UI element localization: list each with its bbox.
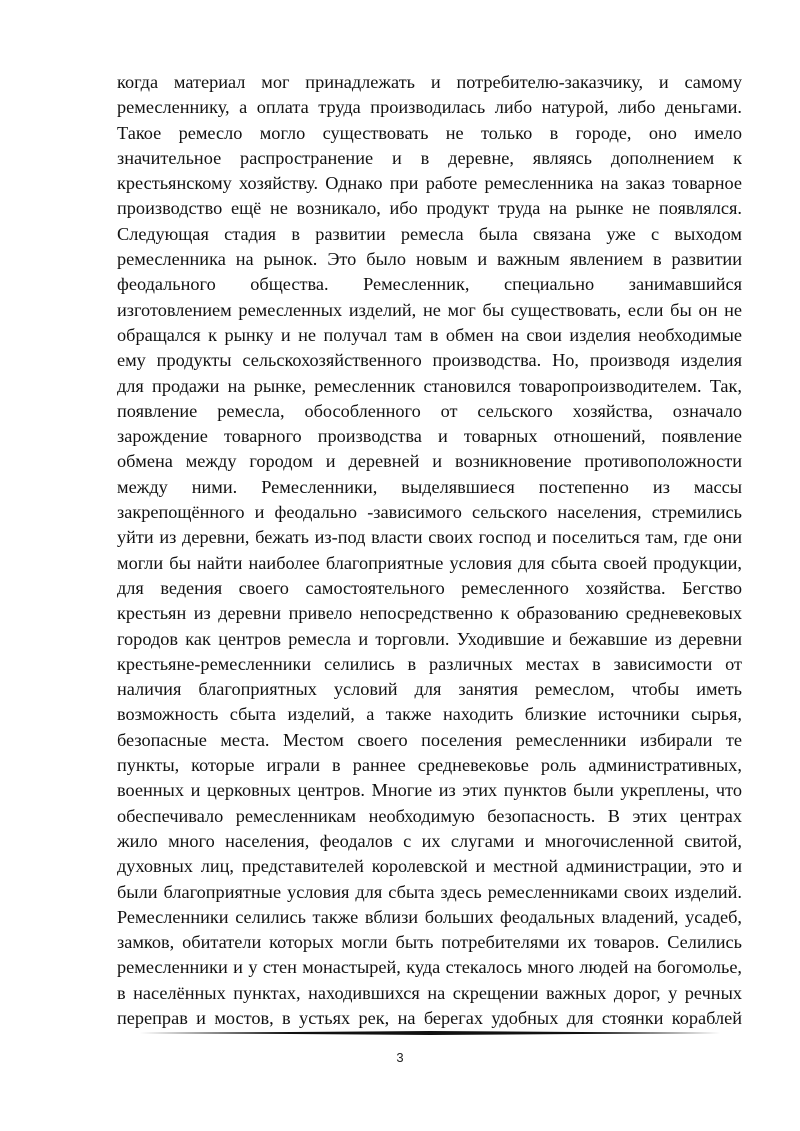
text-line: духовных лиц, представителей королевской и местной администрации, это и	[117, 856, 742, 877]
text-line: замков, обитатели которых могли быть потребителями их товаров. Селились	[117, 932, 742, 953]
text-line: безопасные места. Местом своего поселения ремесленники избирали те	[117, 729, 742, 750]
text-line: закрепощённого и феодально -зависимого сельского населения, стремились	[117, 502, 742, 523]
text-line: феодального общества. Ремесленник, специально занимавшийся	[117, 274, 742, 295]
text-line: между ними. Ремесленники, выделявшиеся постепенно из массы	[117, 476, 742, 497]
text-line: возможность сбыта изделий, а также находить близкие источники сырья,	[117, 704, 742, 725]
text-line: могли бы найти наиболее благоприятные условия для сбыта своей продукции,	[117, 552, 742, 573]
text-line: наличия благоприятных условий для занятия ремеслом, чтобы иметь	[117, 679, 742, 700]
text-line: зарождение товарного производства и товарных отношений, появление	[117, 426, 742, 447]
text-line: для ведения своего самостоятельного ремесленного хозяйства. Бегство	[117, 577, 742, 598]
text-line: уйти из деревни, бежать из-под власти своих господ и поселиться там, где они	[117, 527, 742, 548]
text-line: изготовлением ремесленных изделий, не мог бы существовать, если бы он не	[117, 299, 742, 320]
text-line: жило много населения, феодалов с их слугами и многочисленной свитой,	[117, 830, 742, 851]
text-line: ремесленнику, а оплата труда производилась либо натурой, либо деньгами.	[117, 97, 742, 118]
text-line: пункты, которые играли в раннее средневековье роль административных,	[117, 755, 742, 776]
text-line: значительное распространение и в деревне, являясь дополнением к	[117, 147, 742, 168]
text-line: городов как центров ремесла и торговли. Уходившие и бежавшие из деревни	[117, 628, 742, 649]
text-line: крестьян из деревни привело непосредственно к образованию средневековых	[117, 603, 742, 624]
text-line: обмена между городом и деревней и возникновение противоположности	[117, 451, 742, 472]
text-line: Такое ремесло могло существовать не только в городе, оно имело	[117, 122, 742, 143]
text-line: ремесленники и у стен монастырей, куда стекалось много людей на богомолье,	[117, 957, 742, 978]
text-line: появление ремесла, обособленного от сельского хозяйства, означало	[117, 400, 742, 421]
text-line: обеспечивало ремесленникам необходимую безопасность. В этих центрах	[117, 805, 742, 826]
text-line: военных и церковных центров. Многие из этих пунктов были укреплены, что	[117, 780, 742, 801]
text-line: производство ещё не возникало, ибо продукт труда на рынке не появлялся.	[117, 198, 742, 219]
text-line: для продажи на рынке, ремесленник становился товаропроизводителем. Так,	[117, 375, 742, 396]
text-line: Ремесленники селились также вблизи больших феодальных владений, усадеб,	[117, 906, 742, 927]
text-line: когда материал мог принадлежать и потребителю-заказчику, и самому	[117, 72, 742, 92]
text-line: были благоприятные условия для сбыта здесь ремесленниками своих изделий.	[117, 881, 742, 902]
text-line: обращался к рынку и не получал там в обмен на свои изделия необходимые	[117, 324, 742, 345]
text-line: ремесленника на рынок. Это было новым и важным явлением в развитии	[117, 249, 742, 270]
text-line: Следующая стадия в развитии ремесла была связана уже с выходом	[117, 223, 742, 244]
text-line: крестьянскому хозяйству. Однако при работе ремесленника на заказ товарное	[117, 173, 742, 194]
text-line: ему продукты сельскохозяйственного производства. Но, производя изделия	[117, 350, 742, 371]
text-line: в населённых пунктах, находившихся на скрещении важных дорог, у речных	[117, 982, 742, 1003]
body-text	[117, 70, 742, 1031]
page-number: 3	[396, 1050, 404, 1065]
text-line: переправ и мостов, в устьях рек, на берегах удобных для стоянки кораблей	[117, 1007, 742, 1028]
text-line: крестьяне-ремесленники селились в различных местах в зависимости от	[117, 653, 742, 674]
footer-rule	[140, 1031, 720, 1035]
